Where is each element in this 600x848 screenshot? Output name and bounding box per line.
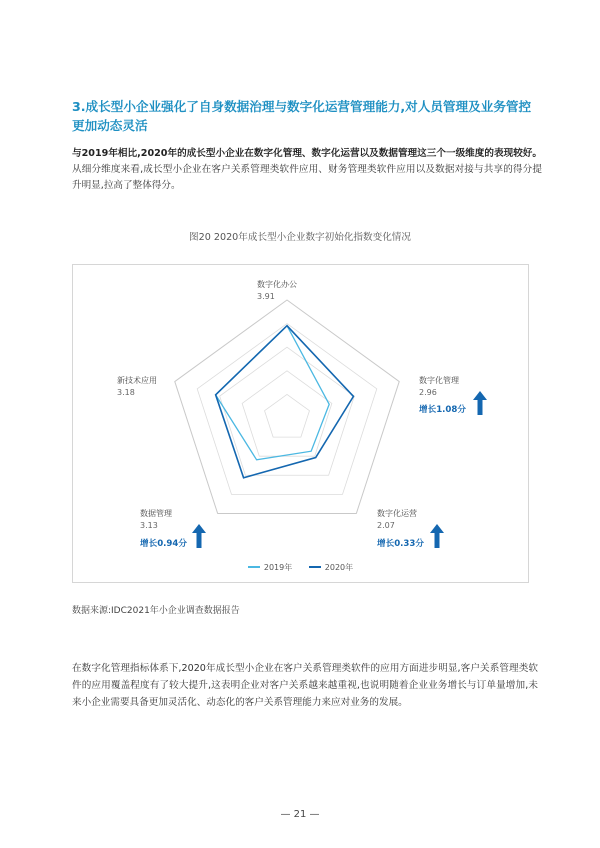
up-arrow-icon <box>473 391 487 415</box>
data-source: 数据来源:IDC2021年小企业调查数据报告 <box>72 606 240 616</box>
page-number: — 21 — <box>280 809 320 820</box>
section-heading: 3.成长型小企业强化了自身数据治理与数字化运营管理能力,对人员管理及业务管控更加动态灵活 <box>72 99 532 133</box>
series-line-2019 <box>216 326 330 460</box>
axis-label-digital-management <box>419 375 459 399</box>
legend-label: 2019年 <box>263 562 293 572</box>
axis-value: 3.18 <box>117 388 135 397</box>
axis-label-digital-operation <box>377 508 417 532</box>
radar-chart <box>72 264 529 583</box>
axis-value: 2.96 <box>419 388 437 397</box>
axis-label-new-tech <box>117 375 157 399</box>
legend-label: 2020年 <box>324 562 354 572</box>
axis-name: 数字化运营 <box>377 509 417 518</box>
up-arrow-icon <box>192 524 206 548</box>
grid-ring <box>265 394 310 437</box>
axis-value: 3.91 <box>257 292 275 301</box>
increase-label-digital-operation: 增长0.33分 <box>377 539 424 549</box>
up-arrow-icon <box>430 524 444 548</box>
increase-label-digital-management: 增长1.08分 <box>419 405 466 415</box>
intro-body-text: 从细分维度来看,成长型小企业在客户关系管理类软件应用、财务管理类软件应用以及数据对接与共享的得分提升明显,拉高了整体得分。 <box>72 164 542 191</box>
legend-swatch <box>248 566 260 568</box>
conclusion-paragraph: 在数字化管理指标体系下,2020年成长型小企业在客户关系管理类软件的应用方面进步明显,客户关系管理类软件的应用覆盖程度有了较大提升,这表明企业对客户关系越来越重视,也说明随着企业业务增长与订单量增加,未来小企业需要具备更加灵活化、动态化的客户关系管理能力来应对业务的发展。 <box>72 663 538 708</box>
chart-legend <box>73 561 528 573</box>
figure-caption: 图20 2020年成长型小企业数字初始化指数变化情况 <box>189 232 411 243</box>
axis-value: 2.07 <box>377 521 395 530</box>
axis-name: 数字化管理 <box>419 376 459 385</box>
legend-swatch <box>309 566 321 568</box>
increase-label-data-management: 增长0.94分 <box>140 539 187 549</box>
axis-label-data-management <box>140 508 172 532</box>
legend-item-2020 <box>309 562 353 573</box>
intro-paragraph <box>72 146 542 194</box>
intro-bold-text: 与2019年相比,2020年的成长型小企业在数字化管理、数字化运营以及数据管理这三个一级维度的表现较好。 <box>72 148 542 159</box>
axis-label-digital-office <box>257 279 297 303</box>
axis-name: 数字化办公 <box>257 280 297 289</box>
axis-name: 数据管理 <box>140 509 172 518</box>
legend-item-2019 <box>248 562 292 573</box>
axis-name: 新技术应用 <box>117 376 157 385</box>
axis-value: 3.13 <box>140 521 158 530</box>
grid-ring <box>175 300 399 513</box>
